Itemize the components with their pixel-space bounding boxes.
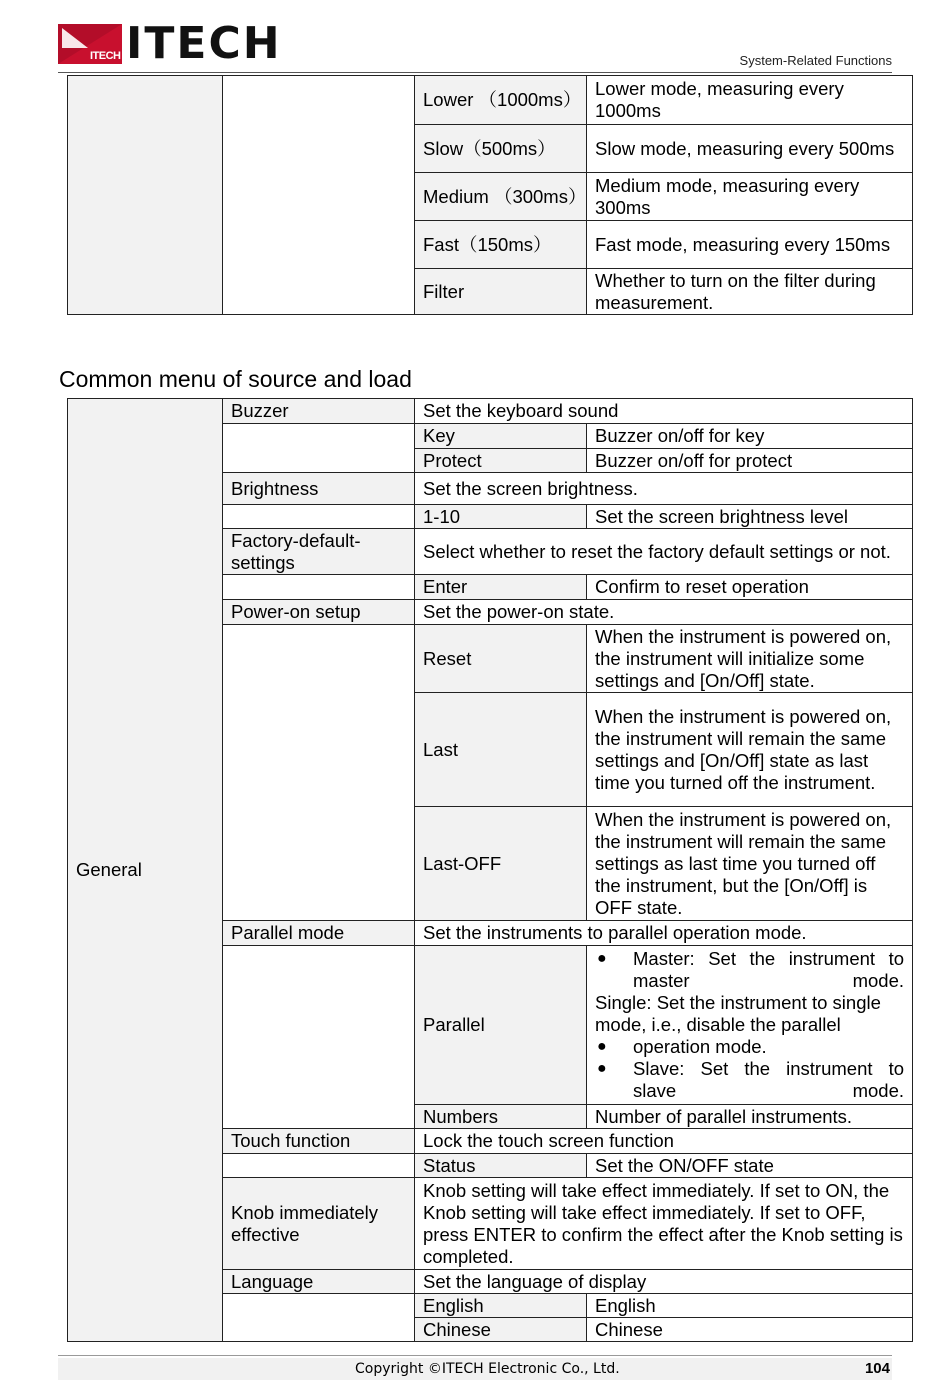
description-cell: Number of parallel instruments. xyxy=(587,1105,913,1129)
blank-cell xyxy=(223,424,415,473)
option-cell: Lower （1000ms） xyxy=(415,76,587,125)
option-cell: Chinese xyxy=(415,1318,587,1342)
measurement-speed-table xyxy=(67,75,913,315)
blank-cell xyxy=(223,1154,415,1178)
option-cell: English xyxy=(415,1294,587,1318)
description-cell: When the instrument is powered on, the instrument will remain the same settings as last time you turned off the instrument, but the [On/Off] is OFF state. xyxy=(587,807,913,921)
menu-label: Brightness xyxy=(223,473,415,505)
description-cell: When the instrument is powered on, the instrument will initialize some settings and [On/Off] state. xyxy=(587,625,913,693)
description-cell: Lower mode, measuring every 1000ms xyxy=(587,76,913,125)
option-cell: Protect xyxy=(415,449,587,473)
description-cell: Buzzer on/off for key xyxy=(587,424,913,449)
description-cell: Medium mode, measuring every 300ms xyxy=(587,173,913,221)
blank-cell xyxy=(223,625,415,921)
table1-blank-cell xyxy=(68,76,223,315)
option-cell: Reset xyxy=(415,625,587,693)
table1-blank-cell xyxy=(223,76,415,315)
copyright-text: Copyright ©ITECH Electronic Co., Ltd. xyxy=(355,1361,620,1377)
description-cell: Set the screen brightness level xyxy=(587,505,913,529)
page-header xyxy=(58,18,892,76)
description-cell: Buzzer on/off for protect xyxy=(587,449,913,473)
option-cell: Last xyxy=(415,693,587,807)
option-cell: Last-OFF xyxy=(415,807,587,921)
option-cell: Filter xyxy=(415,269,587,315)
footer-divider xyxy=(58,1355,892,1356)
page-footer xyxy=(58,1358,892,1380)
common-menu-table xyxy=(67,398,913,1342)
section-title: Common menu of source and load xyxy=(59,366,412,392)
menu-description: Knob setting will take effect immediately. If set to ON, the Knob setting will take effect immediately. If set to OFF, press ENTER to confirm the effect after the Knob setting is completed. xyxy=(415,1178,913,1270)
bullet-text: operation mode. xyxy=(633,1036,767,1057)
description-cell: When the instrument is powered on, the instrument will remain the same settings and [On/Off] state as last time you turned off the instrument. xyxy=(587,693,913,807)
option-cell: Fast（150ms） xyxy=(415,221,587,269)
plain-text: Single: Set the instrument to single mode, i.e., disable the parallel xyxy=(595,992,881,1035)
option-cell: Parallel xyxy=(415,946,587,1105)
option-cell: Enter xyxy=(415,575,587,600)
logo-text: ITECH xyxy=(126,18,282,69)
option-cell: Key xyxy=(415,424,587,449)
itech-logo xyxy=(58,18,282,69)
option-cell: Medium （300ms） xyxy=(415,173,587,221)
bullet-icon: ● xyxy=(597,950,607,967)
menu-description: Lock the touch screen function xyxy=(415,1129,913,1154)
menu-label: Buzzer xyxy=(223,399,415,424)
description-cell: Confirm to reset operation xyxy=(587,575,913,600)
logo-small-text: ITECH xyxy=(90,50,121,62)
menu-description: Set the instruments to parallel operation mode. xyxy=(415,921,913,946)
description-cell: Chinese xyxy=(587,1318,913,1342)
option-cell: Numbers xyxy=(415,1105,587,1129)
option-cell: 1-10 xyxy=(415,505,587,529)
blank-cell xyxy=(223,505,415,529)
bullet-text: Slave: Set the instrument to slave mode. xyxy=(633,1058,905,1101)
description-cell: Set the ON/OFF state xyxy=(587,1154,913,1178)
logo-mark-icon xyxy=(58,24,122,64)
option-cell: Status xyxy=(415,1154,587,1178)
bullet-item xyxy=(595,948,904,992)
bullet-item xyxy=(595,1058,904,1102)
description-cell: Slow mode, measuring every 500ms xyxy=(587,125,913,173)
description-cell: Fast mode, measuring every 150ms xyxy=(587,221,913,269)
parallel-description-cell xyxy=(587,946,913,1105)
menu-label: Power-on setup xyxy=(223,600,415,625)
general-cell: General xyxy=(68,399,223,1342)
menu-description: Select whether to reset the factory default settings or not. xyxy=(415,529,913,575)
bullet-item xyxy=(595,1036,904,1058)
option-cell: Slow（500ms） xyxy=(415,125,587,173)
blank-cell xyxy=(223,1294,415,1342)
bullet-icon: ● xyxy=(597,1060,607,1077)
section-header: System-Related Functions xyxy=(739,53,892,68)
header-divider xyxy=(58,72,892,73)
blank-cell xyxy=(223,575,415,600)
menu-label: Parallel mode xyxy=(223,921,415,946)
description-cell: Whether to turn on the filter during measurement. xyxy=(587,269,913,315)
menu-label: Knob immediately effective xyxy=(223,1178,415,1270)
page-number: 104 xyxy=(864,1360,890,1377)
menu-label: Language xyxy=(223,1270,415,1294)
menu-description: Set the power-on state. xyxy=(415,600,913,625)
menu-description: Set the keyboard sound xyxy=(415,399,913,424)
menu-label: Factory-default-settings xyxy=(223,529,415,575)
menu-description: Set the language of display xyxy=(415,1270,913,1294)
menu-label: Touch function xyxy=(223,1129,415,1154)
description-cell: English xyxy=(587,1294,913,1318)
bullet-icon: ● xyxy=(597,1038,607,1055)
bullet-text: Master: Set the instrument to master mode. xyxy=(633,948,905,991)
blank-cell xyxy=(223,946,415,1129)
menu-description: Set the screen brightness. xyxy=(415,473,913,505)
